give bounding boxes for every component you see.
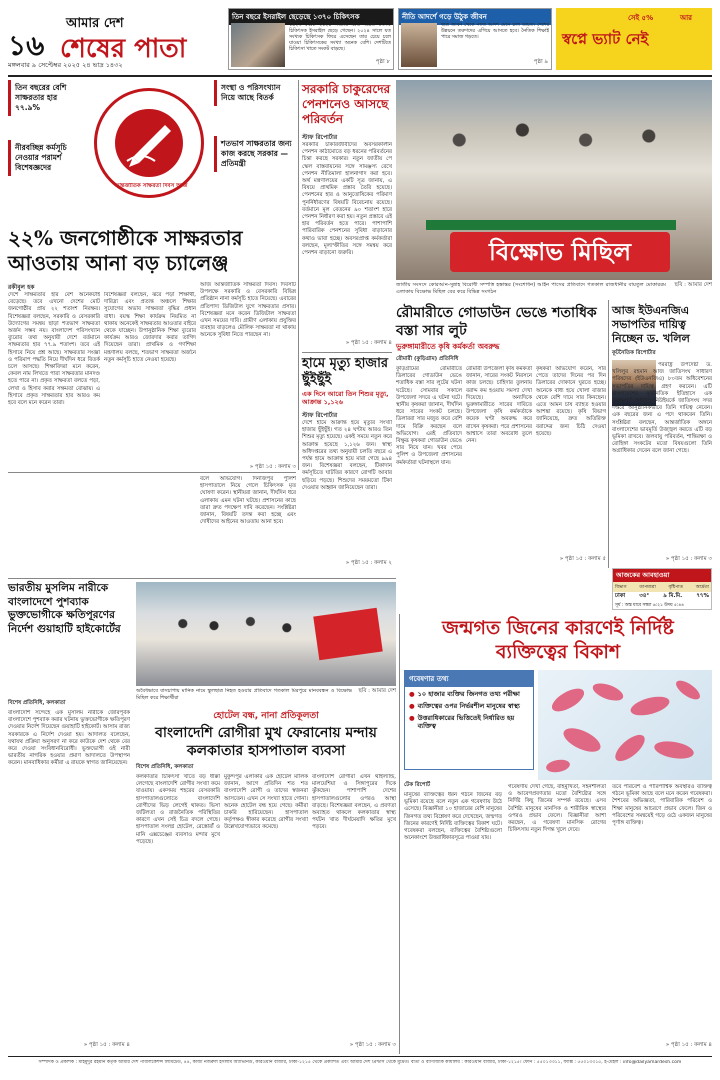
tease-title: নীতি আদর্শে গড়ে উঠুক জীবন	[399, 9, 551, 25]
weather-header: বিভাগ	[615, 585, 627, 590]
gene-byline: টেক রিপোর্ট	[404, 782, 431, 788]
protest-banner-text: বিক্ষোভ মিছিল	[489, 238, 631, 266]
literacy-headline[interactable]: ২২% জনগোষ্ঠীকে সাক্ষরতার আওতায় আনা বড় চ্যালেঞ্জ	[8, 226, 243, 275]
gene-fact-3: ● উত্তরাধিকারের ভিত্তিতেই নির্ধারিত হয় ব্যক্তিত্ব	[409, 714, 515, 730]
masthead-rule	[8, 75, 712, 77]
literacy-logo-text: আন্তর্জাতিক সাক্ষরতা দিবস আজ	[114, 183, 188, 189]
paper-name: আমার দেশ	[66, 16, 124, 31]
weather-header-row	[613, 582, 711, 592]
literacy-stat-1: তিন বছরের বেশি সাক্ষরতার হার ৭৭.৯%	[8, 80, 84, 116]
pension-body: সরকারি চাকরিজীবীদের অবসরকালীন পেনশন কাঠামোতে বড় ধরনের পরিবর্তনের চিন্তা করছে সরকার। নতুন জাতীয় পে স্কেল বাস্তবায়নের সঙ্গে সামঞ্জস্য রেখে পেনশন নীতিমালা হালনাগাদ করা হবে। অর্থ মন্ত্রণালয়ের একটি সূত্র জানায়, এ বিষয়ে প্রাথমিক প্রস্তাব তৈরি হয়েছে। পেনশনের হার ও আনুতোষিকের পরিমাণ পুনর্নির্ধারণের বিষয়টি বিবেচনায় রয়েছে। বর্তমানে মূল বেতনের ৯০ শতাংশ হারে পেনশন নির্ধারণ করা হয়। নতুন প্রস্তাবে এই হার পরিবর্তন হতে পারে। পাশাপাশি পারিবারিক পেনশনের সুবিধা বাড়ানোর কথাও ভাবা হচ্ছে। অবসরপ্রাপ্ত কর্মকর্তারা বলছেন, মূল্যস্ফীতির সঙ্গে সমন্বয় করে পেনশন বাড়ানো জরুরি।	[302, 142, 392, 257]
protest-banner	[450, 232, 670, 272]
bullet-icon: ●	[409, 690, 415, 698]
weather-humidity: ৭৭%	[696, 593, 709, 599]
fertilizer-body-3: কৃষকরা অভিযোগ করেন, সার পেতে তাদের দিনের পর দিন ডিলারের দোকানে ঘুরতে হচ্ছে। অনেকে বাধ্য হয়ে খোলা বাজার থেকে বেশি দামে সার কিনছেন। এতে আমন চাষ ব্যাহত হওয়ার আশঙ্কা রয়েছে। কৃষি বিভাগ জানিয়েছে, দ্রুত অতিরিক্ত বরাদ্দের জন্য চিঠি দেওয়া হয়েছে।	[536, 366, 606, 437]
tease-ref: পৃষ্ঠা ৯	[533, 59, 548, 65]
protest-photo-caption: জাতীয় সংসদে কোরআন-সুন্নাহ বিরোধী সম্পত্তি হস্তান্তর (সংশোধন) আইন পাসের প্রতিবাদে গতকাল রাজধানীর বায়তুল মোকাররম এলাকায় বিক্ষোভ মিছিল বের করে বিভিন্ন সংগঠন	[396, 282, 666, 295]
unga-byline: কূটনৈতিক রিপোর্টার	[612, 350, 656, 356]
gene-fact-2: ● ব্যক্তিত্বের ওপর নির্ভরশীল মানুষের স্বাস্থ্য	[409, 702, 520, 710]
weather-temp: ৩৪°	[639, 593, 650, 599]
pension-headline[interactable]: সরকারি চাকুরেদের পেনশনেও আসছে পরিবর্তন	[302, 82, 391, 126]
weather-title: আজকের আবহাওয়া	[613, 569, 711, 582]
assam-continued[interactable]: » পৃষ্ঠা ১৫ : কলাম ৪	[83, 1042, 130, 1048]
unga-continued[interactable]: » পৃষ্ঠা ১৫ : কলাম ৩	[665, 556, 712, 562]
col-divider	[399, 614, 400, 1054]
ad-top-right: আর	[680, 14, 693, 22]
literacy-continued[interactable]: » পৃষ্ঠা ১৫ : কলাম ৩	[249, 464, 296, 470]
kolkata-body-2: মুকুন্দপুর এলাকার এক হোটেল মালিক জানান, আগে প্রতিদিন শত শত বাংলাদেশি রোগী ও তাদের স্বজনরা আসতেন। এখন সে সংখ্যা হাতে গোনা। অনেক হোটেল বন্ধ হয়ে গেছে। কর্মীরা চাকরি হারিয়েছেন। হাসপাতাল কর্তৃপক্ষও স্বীকার করেছে রোগীর সংখ্যা উল্লেখযোগ্যভাবে কমেছে।	[224, 774, 308, 831]
weather-sun	[613, 602, 711, 609]
literacy-box	[8, 80, 296, 224]
gene-body-1: মানুষের ব্যক্তিত্বের ধরন গঠনে জিনের বড় ভূমিকা রয়েছে বলে নতুন এক গবেষণায় উঠে এসেছে। বিজ্ঞানীরা ১০ হাজারের বেশি মানুষের জিনগত তথ্য বিশ্লেষণ করে দেখেছেন, জন্মগত জিনের কারণেই নির্দিষ্ট ব্যক্তিত্বের বিকাশ ঘটে। গবেষকরা বলছেন, ব্যক্তিত্বের বৈশিষ্ট্যগুলো অনেকাংশে উত্তরাধিকারসূত্রে পাওয়া যায়।	[404, 792, 502, 842]
measles-byline: স্টাফ রিপোর্টার	[302, 412, 338, 419]
tease-israel[interactable]	[228, 8, 394, 70]
divider	[8, 472, 296, 473]
literacy-stat-3: সংস্থা ও পরিসংখ্যান নিয়ে আছে বিতর্ক	[214, 80, 296, 106]
fertilizer-body-1: কুড়িগ্রামের রৌমারীতে ডিলারের গোডাউন ভেঙে শতাধিক বস্তা সার লুটের ঘটনা ঘটেছে। সোমবার সকালে উপজেলা সদরে এ ঘটনা ঘটে। স্থানীয় কৃষকরা জানান, দীর্ঘদিন ধরে সারের সংকট চলছে। ডিলাররা সার মজুত করে বেশি দামে বিক্রি করছেন বলে অভিযোগ। এরই প্রতিবাদে বিক্ষুব্ধ কৃষকরা গোডাউন ভেঙে সার নিয়ে যান। খবর পেয়ে পুলিশ ও উপজেলা প্রশাসনের কর্মকর্তারা ঘটনাস্থলে যান।	[396, 366, 462, 466]
bullet-icon: ●	[409, 702, 415, 710]
fertilizer-continued[interactable]: » পৃষ্ঠা ১৫ : কলাম ৫	[559, 556, 606, 562]
fertilizer-byline: রৌমারী (কুড়িগ্রাম) প্রতিনিধি	[396, 356, 459, 362]
pension-continued[interactable]: » পৃষ্ঠা ১৫ : কলাম ৪	[345, 340, 392, 346]
bus-protest-banner	[313, 608, 383, 660]
bus-protest-photo[interactable]	[136, 582, 396, 686]
weather-sunset: সূর্য : অস্ত যাবে সন্ধ্যা ৬:২১	[615, 603, 663, 608]
fertilizer-headline[interactable]: রৌমারীতে গোডাউন ভেঙে শতাধিক বস্তা সার লুট	[396, 305, 597, 339]
protest-photo-credit: ছবি : আমার দেশ	[674, 282, 712, 288]
gene-body-3: তবে পরিবেশ ও পারিপার্শ্বিক অবস্থারও ব্যক্তিত্ব গঠনে ভূমিকা আছে বলে মনে করেন গবেষকরা। শৈশবের অভিজ্ঞতা, পারিবারিক পরিবেশ ও শিক্ষা মানুষের আচরণে প্রভাব ফেলে। জিন ও পরিবেশের সমন্বয়েই গড়ে ওঠে একজন মানুষের পূর্ণাঙ্গ ব্যক্তিত্ব।	[612, 784, 712, 827]
measles-subhead: এক দিনে আরো তিন শিশুর মৃত্যু, আক্রান্ত ১,১২৬	[302, 390, 389, 406]
tease-body: ১৪২৩ থেকে ২০২৫ সালের মধ্যে অন্তত ১৩৭০ চিকিৎসক ইসরাইল ছেড়ে গেছেন। ২০২৪ সালে যত সংখ্যক চিকিৎসক ফিরে এসেছেন তার চেয়ে চলে যাওয়া চিকিৎসকের সংখ্যা অনেক বেশি। দেশটিতে চিকিৎসা খাতে সংকট বাড়ছে।	[289, 23, 391, 52]
kolkata-headline[interactable]: বাংলাদেশি রোগীরা মুখ ফেরানোয় মন্দায় কলকাতার হাসপাতাল ব্যবসা	[155, 725, 377, 759]
literacy-body-1: দেশে সাক্ষরতার হার বেশ অনেকটাই বেড়েছে। তবে এখনো দেশের মোট জনগোষ্ঠীর প্রায় ২২ শতাংশ নিরক্ষর। বিশেষজ্ঞরা বলছেন, সরকারি ও বেসরকারি উদ্যোগের সমন্বয় ছাড়া শতভাগ সাক্ষরতা অর্জন সম্ভব নয়। বাংলাদেশ পরিসংখ্যান ব্যুরোর তথ্য অনুযায়ী দেশে বর্তমানে সাক্ষরতার হার ৭৭.৯ শতাংশ। তবে এই হিসাবে নিয়ে প্রশ্ন আছে। সাক্ষরতার সংজ্ঞা ও পরিমাপ পদ্ধতি নিয়ে দীর্ঘদিন ধরে বিতর্ক চলে আসছে। শিক্ষাবিদরা মনে করেন, কেবল নাম লিখতে পারা সাক্ষরতার মানদণ্ড হতে পারে না। প্রকৃত সাক্ষরতা বলতে পড়া, লেখা ও হিসাব করার সক্ষমতা বোঝায়। এ হিসাবে প্রকৃত সাক্ষরতার হার আরও কম হবে বলে মনে করেন তারা।	[8, 292, 100, 407]
vat-ad[interactable]	[556, 8, 712, 70]
fertilizer-body-2: রৌমারী উপজেলা কৃষি কর্মকর্তা জানান, সারের সংকট নিরসনে কাজ চলছে। চাহিদার তুলনায় বরাদ্দ কম হওয়ায় সমস্যা দেখা দিয়েছে। অন্যদিকে ভুরুঙ্গামারীতে সারের দাবিতে উপজেলা কৃষি কর্মকর্তাকে কয়েক ঘণ্টা অবরুদ্ধ করে রাখেন কৃষকরা। পরে প্রশাসনের আশ্বাসে তারা অবরোধ তুলে নেন।	[466, 366, 532, 445]
footer-rule	[8, 1056, 712, 1057]
middle-col-body: বলে অভিযোগ। দিনাজপুর পুলিশ হাসপাতালে নিয়ে গেলে চিকিৎসক মৃত ঘোষণা করেন। স্থানীয়রা জানান, দীর্ঘদিন ধরে এলাকায় এমন ঘটনা ঘটছে। প্রশাসনের কাছে তারা দ্রুত পদক্ষেপ দাবি করেছেন। সংশ্লিষ্টরা জানান, বিষয়টি তদন্ত করা হচ্ছে এবং দোষীদের আইনের আওতায় আনা হবে।	[200, 476, 296, 526]
weather-sunrise: উদয় ৫:৪৪	[664, 603, 684, 608]
divider	[302, 352, 392, 353]
gene-facts-title: গবেষণার তথ্য	[405, 671, 533, 687]
tease-photo	[231, 23, 285, 67]
gene-continued[interactable]: » পৃষ্ঠা ১৫ : কলাম ৪	[665, 1042, 712, 1048]
tease-photo	[401, 23, 437, 67]
literacy-body-3: আজ আন্তর্জাতিক সাক্ষরতা দিবস। দিবসটি উপলক্ষে সরকারি ও বেসরকারি বিভিন্ন প্রতিষ্ঠান নানা কর্মসূচি হাতে নিয়েছে। এবারের প্রতিপাদ্য ডিজিটাল যুগে সাক্ষরতার প্রসার। বিশেষজ্ঞরা মনে করেন ডিজিটাল সাক্ষরতা এখন সময়ের দাবি। গ্রামীণ এলাকায় প্রযুক্তির ব্যবহার বাড়লেও মৌলিক সাক্ষরতা না থাকায় অনেকে সুবিধা নিতে পারছেন না।	[200, 282, 296, 339]
fertilizer-subhead: ভুরুঙ্গামারীতে কৃষি কর্মকর্তা অবরুদ্ধ	[396, 342, 500, 351]
measles-body: দেশে হামে আক্রান্ত হয়ে মৃত্যুর সংখ্যা হাজার ছুঁইছুঁই। গত ২৪ ঘণ্টায় আরও তিন শিশুর মৃত্যু হয়েছে। একই সময়ে নতুন করে আক্রান্ত হয়েছে ১,১২৬ জন। স্বাস্থ্য অধিদপ্তরের তথ্য অনুযায়ী চলতি বছরে এ পর্যন্ত হামে আক্রান্ত হয়ে মারা গেছে ৯৯৪ জন। বিশেষজ্ঞরা বলছেন, টিকাদান কর্মসূচিতে ঘাটতির কারণে রোগটি আবার ছড়িয়ে পড়ছে। শিশুদের সময়মতো টিকা দেওয়ার আহ্বান জানিয়েছেন তারা।	[302, 420, 392, 491]
literacy-stat-2: নীরবচ্ছিন্ন কর্মসূচি নেওয়ার পরামর্শ বিশেষজ্ঞদের	[8, 140, 84, 176]
pension-byline: স্টাফ রিপোর্টার	[302, 134, 338, 141]
kolkata-byline: বিশেষ প্রতিনিধি, কলকাতা	[136, 764, 194, 770]
unga-headline[interactable]: আজ ইউএনজিএ সভাপতির দায়িত্ব নিচ্ছেন ড. খলিল	[612, 304, 690, 345]
kolkata-continued[interactable]: » পৃষ্ঠা ১৫ : কলাম ৩	[349, 1042, 396, 1048]
banner-green	[426, 220, 676, 230]
protest-photo[interactable]	[396, 80, 712, 280]
assam-byline: বিশেষ প্রতিনিধি, কলকাতা	[8, 700, 66, 706]
gene-fact-1: ● ১০ হাজার ব্যক্তির জিনগত তথ্য পরীক্ষা	[409, 690, 520, 698]
col-divider	[298, 80, 299, 470]
tease-body: ছাত্র জীবন থেকে নীতি আদর্শ মেনে চলা উচিত। দেশের উন্নয়নে তরুণদের এগিয়ে আসতে হবে। নৈতিক শিক্ষাই পারে সমাজ গড়তে।	[441, 23, 549, 40]
weather-header: তাপমাত্রা	[639, 585, 656, 590]
assam-body: বাংলাদেশি সন্দেহে এক মুসলিম নারীকে জোরপূর্বক বাংলাদেশে পুশব্যাক করার ঘটনায় ভুক্তভোগীকে ক্ষতিপূরণ দেওয়ার নির্দেশ দিয়েছেন গুয়াহাটি হাইকোর্ট। আসাম রাজ্য সরকারকে এ নির্দেশ দেওয়া হয়। আদালত বলেছেন, যথাযথ প্রক্রিয়া অনুসরণ না করে কাউকে দেশ থেকে বের করে দেওয়া সংবিধানবিরোধী। ভুক্তভোগী ওই নারী ভারতীয় নাগরিক হওয়ার প্রমাণ আদালতে উপস্থাপন করেন। মানবাধিকার কর্মীরা এ রায়কে স্বাগত জানিয়েছেন।	[8, 710, 130, 767]
imprint-footer: সম্পাদক ও প্রকাশক : মাহমুদুর রহমান কর্তৃক আমার দেশ পাবলিকেশন্স লিমিটেড, ৪৪, কাজী নজরুল ইসলাম অ্যাভিনিউ, কারওয়ান বাজার, ঢাকা-১২১৫ থেকে প্রকাশিত এবং আমার দেশ প্রিন্টার্স থেকে মুদ্রিত। বার্তা ও বাণিজ্যিক কার্যালয় : কারওয়ান বাজার, ঢাকা-১২১৫। ফোন : ৫৫০১৩৩১১, ফ্যাক্স : ৫৫০১৩৩১৫, ই-মেইল : info@dailyamardesh.com	[38, 1060, 682, 1065]
literacy-byline: রকীবুল হক	[8, 284, 35, 291]
bus-photo-caption: অবৈধভাবে বাসচাপায় মানিক নামে স্কুলছাত্র নিহত হওয়ার প্রতিবাদে গতকাল মিরপুরে মানববন্ধন ও বিক্ষোভ মিছিল করে শিক্ষার্থীরা	[136, 688, 352, 701]
chromosome-image	[538, 670, 712, 780]
measles-continued[interactable]: » পৃষ্ঠা ১৫ : কলাম ২	[345, 560, 392, 566]
tease-title: তিন বছরে ইসরাইল ছেড়েছে ১৩৭০ চিকিৎসক	[229, 9, 393, 25]
ad-top-left: সেই ৫%	[628, 14, 654, 22]
masthead	[8, 8, 712, 72]
gene-headline[interactable]: জন্মগত জিনের কারণেই নির্দিষ্ট ব্যক্তিত্বের বিকাশ	[442, 617, 674, 663]
kolkata-kicker: হোটেল বন্ধ, নানা প্রতিকূলতা	[213, 711, 319, 721]
weather-box	[612, 568, 712, 610]
kolkata-body-1: কলকাতার চিকিৎসা খাতে বড় ধাক্কা লেগেছে বাংলাদেশি রোগীর সংখ্যা কমে যাওয়ায়। একসময় শহরের বেসরকারি হাসপাতালগুলোতে বাংলাদেশি রোগীদের ভিড় লেগেই থাকত। ভিসা জটিলতা ও রাজনৈতিক পরিস্থিতির কারণে এখন সেই চিত্র বদলে গেছে। হাসপাতাল সংলগ্ন হোটেল, রেস্তোরাঁ ও মানি এক্সচেঞ্জের ব্যবসাও মন্দার মুখে পড়েছে।	[136, 774, 220, 845]
measles-headline[interactable]: হামে মৃত্যু হাজার ছুঁইছুঁই	[302, 356, 388, 387]
divider	[8, 578, 396, 579]
chromosome-icon	[538, 670, 712, 780]
weather-header: আর্দ্রতা	[695, 585, 709, 590]
weather-rain: ৯ মি.মি.	[663, 593, 683, 599]
weather-city: ঢাকা	[615, 593, 626, 599]
tease-ethics[interactable]	[398, 8, 552, 70]
literacy-body-2: বিশেষজ্ঞরা বলছেন, ঝরে পড়া শিক্ষার্থী, দারিদ্র্য এবং প্রত্যন্ত অঞ্চলে শিক্ষার সুযোগের অভাব সাক্ষরতা বৃদ্ধির প্রধান বাধা। বয়স্ক শিক্ষা কার্যক্রম নিয়মিত না থাকায় অনেকেই সাক্ষরতার আওতার বাইরে থেকে যাচ্ছেন। উপানুষ্ঠানিক শিক্ষা ব্যুরোর কার্যক্রম আরও জোরদার করার তাগিদ দিয়েছেন তারা। প্রাথমিক ও গণশিক্ষা মন্ত্রণালয় বলছে, শতভাগ সাক্ষরতা অর্জনে নতুন কর্মসূচি হাতে নেওয়া হয়েছে।	[104, 292, 196, 363]
literacy-logo	[94, 88, 204, 198]
gene-facts-box	[404, 670, 534, 770]
weather-header: বৃষ্টিপাত	[668, 585, 684, 590]
bus-photo-credit: ছবি : আমার দেশ	[358, 688, 396, 694]
weather-row	[613, 592, 711, 602]
gene-body-2: গবেষণায় দেখা গেছে, বহির্মুখিতা, সহনশীলতা ও আবেগপ্রবণতার মতো বৈশিষ্ট্যের সঙ্গে নির্দিষ্ট কিছু জিনের সম্পর্ক রয়েছে। এসব বৈশিষ্ট্য মানুষের মানসিক ও শারীরিক স্বাস্থ্যের ওপরও প্রভাব ফেলে। বিজ্ঞানীরা আশা করছেন, এ গবেষণা মানসিক রোগের চিকিৎসায় নতুন দিগন্ত খুলে দেবে।	[508, 784, 606, 834]
unga-body: পররাষ্ট্র উপদেষ্টা ড. খলিলুর রহমান আজ জাতিসংঘ সাধারণ পরিষদের (ইউএনজিএ) ৮০তম অধিবেশনের সভাপতির দায়িত্ব গ্রহণ করবেন। এটি বাংলাদেশের কূটনৈতিক ইতিহাসে এক গুরুত্বপূর্ণ অধ্যায়। নিউইয়র্কে জাতিসংঘ সদর দপ্তরে আনুষ্ঠানিকভাবে তিনি দায়িত্ব নেবেন। এক বছরের জন্য এ পদে থাকবেন তিনি। সংশ্লিষ্টরা বলছেন, আন্তর্জাতিক অঙ্গনে বাংলাদেশের ভাবমূর্তি উজ্জ্বল করতে এটি বড় ভূমিকা রাখবে। জলবায়ু পরিবর্তন, শান্তিরক্ষা ও রোহিঙ্গা সংকটের মতো বিষয়গুলো তিনি অগ্রাধিকার দেবেন বলে জানা গেছে।	[612, 362, 712, 455]
tease-ref: পৃষ্ঠা ৮	[375, 59, 390, 65]
literacy-stat-4: শতভাগ সাক্ষরতার জন্য কাজ করছে সরকার —প্রতিমন্ত্রী	[214, 136, 296, 172]
page-number: ১৬	[8, 29, 45, 62]
bullet-icon: ●	[409, 714, 415, 722]
kolkata-body-3: বাংলাদেশি রোগীরা এখন থাইল্যান্ড, মালয়েশিয়া ও সিঙ্গাপুরের দিকে ঝুঁকছেন। পাশাপাশি দেশের হাসপাতালগুলোর ওপরও আস্থা বাড়ছে। বিশেষজ্ঞরা বলছেন, এ প্রবণতা অব্যাহত থাকলে কলকাতার স্বাস্থ্য পর্যটন খাত দীর্ঘমেয়াদি ক্ষতির মুখে পড়বে।	[312, 774, 396, 831]
section-title: শেষের পাতা	[60, 34, 187, 64]
assam-headline[interactable]: ভারতীয় মুসলিম নারীকে বাংলাদেশে পুশব্যাক ভুক্তভোগীকে ক্ষতিপূরণের নির্দেশ গুয়াহাটি হাইকোর্টের	[8, 582, 121, 635]
col-divider	[608, 300, 609, 568]
pen-hand-icon	[97, 91, 201, 195]
ad-main: স্বপ্নে ভ্যাট নেই	[562, 30, 649, 48]
date-line: মঙ্গলবার ৯ সেপ্টেম্বর ২০২৫ ২৪ ভাদ্র ১৪৩২	[8, 61, 123, 69]
